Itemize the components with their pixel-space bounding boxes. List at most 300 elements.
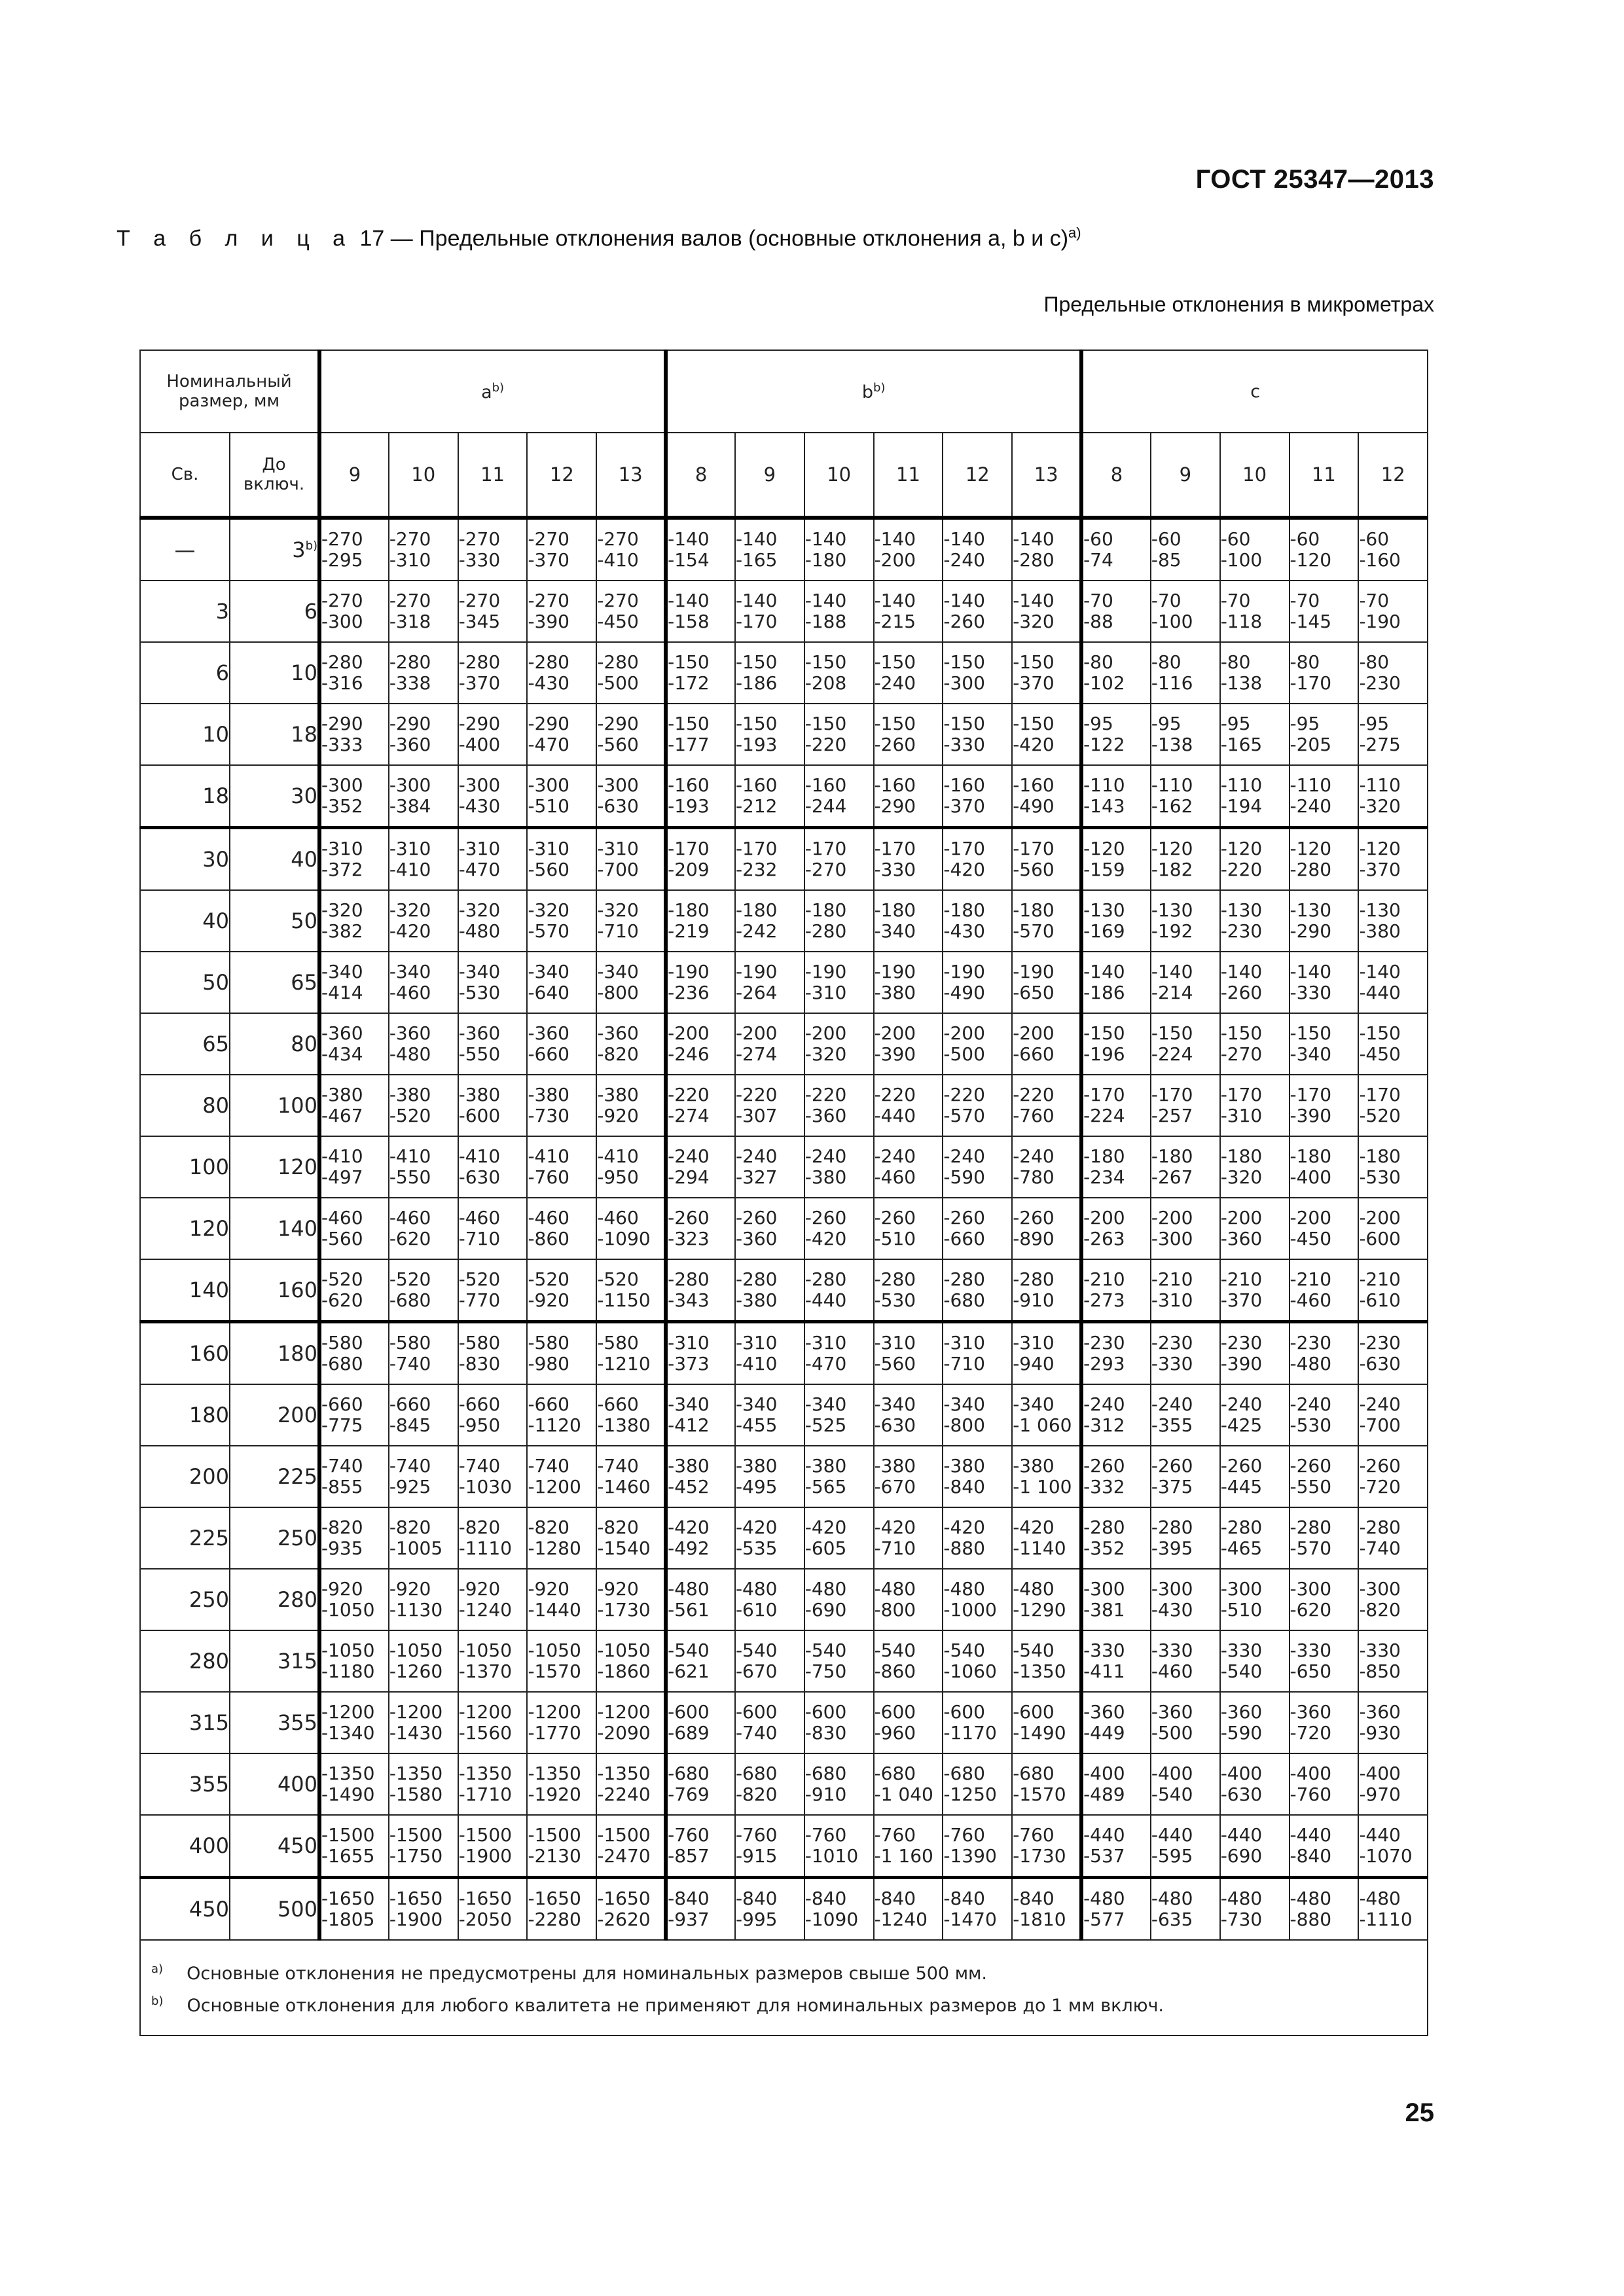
table-row [140,952,1428,1013]
upper-deviation: -220 [735,1084,778,1105]
lower-deviation: -224 [1083,1105,1125,1126]
upper-deviation: -1500 [528,1824,581,1846]
lower-deviation: -330 [943,734,985,755]
deviation-cell [735,1753,804,1815]
upper-deviation: -270 [597,528,639,550]
upper-deviation: -260 [943,1207,985,1229]
deviation-cell [596,642,666,704]
upper-deviation: -310 [597,838,639,859]
lower-deviation: -1900 [389,1909,443,1930]
lower-deviation: -1710 [458,1784,513,1805]
deviation-cell [804,1322,874,1385]
upper-deviation: -170 [735,838,778,859]
upper-deviation: -170 [1013,838,1055,859]
lower-deviation: -595 [1151,1845,1193,1867]
deviation-cell [804,1136,874,1198]
size-to [230,1198,319,1259]
upper-deviation: -660 [321,1393,363,1415]
grade-header: 12 [527,433,596,518]
deviation-cell [804,1878,874,1941]
deviation-cell [666,1013,735,1075]
lower-deviation: -690 [1220,1845,1263,1867]
lower-deviation: -950 [458,1414,501,1436]
upper-deviation: -1200 [597,1701,651,1723]
deviation-cell [804,1013,874,1075]
deviation-cell [735,828,804,891]
deviation-cell [596,890,666,952]
deviation-cell [1290,1198,1359,1259]
upper-deviation: -200 [1220,1207,1263,1229]
upper-deviation: -170 [1290,1084,1332,1105]
lower-deviation: -158 [668,611,710,632]
upper-deviation: -140 [668,528,710,550]
upper-deviation: -80 [1083,651,1113,673]
deviation-cell [666,952,735,1013]
upper-deviation: -310 [668,1332,710,1354]
size-to-value: 160 [277,1278,318,1302]
deviation-cell [735,1878,804,1941]
upper-deviation: -220 [668,1084,710,1105]
deviation-cell [1012,890,1081,952]
deviation-cell [1151,952,1220,1013]
upper-deviation: -140 [943,528,985,550]
lower-deviation: -690 [804,1599,847,1621]
upper-deviation: -180 [1013,899,1055,921]
deviation-cell [804,828,874,891]
upper-deviation: -480 [1220,1888,1263,1909]
lower-deviation: -565 [804,1476,847,1498]
size-to-value: 120 [277,1155,318,1179]
from-size-header: Св. [140,433,230,518]
lower-deviation: -570 [943,1105,985,1126]
upper-deviation: -270 [321,528,363,550]
lower-deviation: -384 [389,795,431,817]
footnote [151,1956,1422,1988]
deviation-cell [874,1446,943,1507]
upper-deviation: -95 [1220,713,1251,734]
lower-deviation: -320 [1220,1166,1263,1188]
deviation-cell [874,581,943,642]
lower-deviation: -445 [1220,1476,1263,1498]
lower-deviation: -460 [874,1166,916,1188]
lower-deviation: -1090 [597,1228,651,1249]
deviation-cell [1220,1136,1290,1198]
deviation-cell [527,1753,596,1815]
upper-deviation: -160 [668,774,710,796]
deviation-cell [1012,1507,1081,1569]
upper-deviation: -480 [668,1578,710,1600]
lower-deviation: -760 [1290,1784,1332,1805]
deviation-cell [1081,642,1151,704]
lower-deviation: -970 [1359,1784,1401,1805]
deviation-cell [458,642,528,704]
deviation-cell [735,1692,804,1753]
deviation-cell [1220,1753,1290,1815]
deviation-cell [389,1075,458,1136]
deviation-cell [666,1630,735,1692]
deviation-cell [1151,1322,1220,1385]
upper-deviation: -380 [943,1455,985,1477]
lower-deviation: -760 [528,1166,569,1188]
deviation-cell [319,1815,389,1878]
upper-deviation: -920 [528,1578,569,1600]
upper-deviation: -280 [804,1268,847,1290]
upper-deviation: -120 [1151,838,1193,859]
table-row [140,765,1428,828]
lower-deviation: -570 [528,920,569,942]
lower-deviation: -400 [458,734,501,755]
deviation-cell [1220,1198,1290,1259]
upper-deviation: -360 [1083,1701,1125,1723]
deviation-cell [458,518,528,581]
lower-deviation: -689 [668,1722,710,1744]
upper-deviation: -160 [1013,774,1055,796]
upper-deviation: -180 [804,899,847,921]
upper-deviation: -95 [1083,713,1113,734]
upper-deviation: -140 [804,590,847,611]
size-from: 120 [140,1198,230,1259]
upper-deviation: -180 [874,899,916,921]
deviation-cell [735,642,804,704]
lower-deviation: -390 [874,1043,916,1065]
deviation-cell [527,1259,596,1322]
table-row [140,1259,1428,1322]
deviation-cell [804,1630,874,1692]
deviation-cell [943,1322,1012,1385]
upper-deviation: -280 [1290,1516,1332,1538]
deviation-cell [1358,1878,1428,1941]
deviation-cell [1358,828,1428,891]
lower-deviation: -710 [597,920,639,942]
upper-deviation: -440 [1359,1824,1401,1846]
lower-deviation: -450 [1290,1228,1332,1249]
upper-deviation: -120 [1359,838,1401,859]
lower-deviation: -760 [1013,1105,1055,1126]
lower-deviation: -561 [668,1599,710,1621]
lower-deviation: -600 [458,1105,501,1126]
lower-deviation: -1570 [1013,1784,1066,1805]
lower-deviation: -205 [1290,734,1332,755]
deviation-cell [666,1322,735,1385]
lower-deviation: -480 [458,920,501,942]
deviation-cell [389,642,458,704]
lower-deviation: -1730 [1013,1845,1066,1867]
upper-deviation: -580 [389,1332,431,1354]
deviation-cell [804,642,874,704]
lower-deviation: -430 [1151,1599,1193,1621]
deviation-cell [1081,1384,1151,1446]
size-from: 30 [140,828,230,891]
deviation-cell [1358,642,1428,704]
upper-deviation: -420 [943,1516,985,1538]
size-to [230,1075,319,1136]
upper-deviation: -1050 [389,1640,443,1661]
deviation-cell [804,1815,874,1878]
upper-deviation: -270 [321,590,363,611]
deviation-cell [527,581,596,642]
deviation-cell [527,1446,596,1507]
lower-deviation: -430 [943,920,985,942]
upper-deviation: -540 [735,1640,778,1661]
deviation-cell [1290,581,1359,642]
deviation-cell [943,1446,1012,1507]
lower-deviation: -940 [1013,1353,1055,1374]
deviation-cell [1081,1507,1151,1569]
lower-deviation: -890 [1013,1228,1055,1249]
upper-deviation: -300 [1083,1578,1125,1600]
upper-deviation: -120 [1083,838,1125,859]
table-row [140,890,1428,952]
lower-deviation: -196 [1083,1043,1125,1065]
lower-deviation: -380 [735,1289,778,1311]
size-to-value: 18 [291,722,318,747]
deviation-cell [1290,1630,1359,1692]
lower-deviation: -537 [1083,1845,1125,1867]
upper-deviation: -170 [804,838,847,859]
lower-deviation: -775 [321,1414,363,1436]
grade-header: 8 [1081,433,1151,518]
deviation-cell [1290,1815,1359,1878]
upper-deviation: -240 [1083,1393,1125,1415]
lower-deviation: -186 [1083,982,1125,1003]
deviation-cell [1151,765,1220,828]
lower-deviation: -430 [458,795,501,817]
deviation-cell [1012,704,1081,765]
size-from: 40 [140,890,230,952]
lower-deviation: -440 [804,1289,847,1311]
deviation-cell [735,581,804,642]
upper-deviation: -600 [804,1701,847,1723]
upper-deviation: -340 [668,1393,710,1415]
deviation-cell [458,1630,528,1692]
table-row [140,1753,1428,1815]
lower-deviation: -381 [1083,1599,1125,1621]
lower-deviation: -1730 [597,1599,651,1621]
upper-deviation: -140 [1083,961,1125,982]
upper-deviation: -330 [1220,1640,1263,1661]
lower-deviation: -236 [668,982,710,1003]
upper-deviation: -150 [804,651,847,673]
upper-deviation: -360 [597,1022,639,1044]
upper-deviation: -240 [1290,1393,1332,1415]
deviation-cell [804,1569,874,1630]
lower-deviation: -370 [943,795,985,817]
deviation-cell [874,704,943,765]
lower-deviation: -172 [668,672,710,694]
deviation-cell [804,1753,874,1815]
lower-deviation: -1750 [389,1845,443,1867]
lower-deviation: -116 [1151,672,1193,694]
deviation-cell [666,1878,735,1941]
lower-deviation: -540 [1220,1660,1263,1682]
grade-header: 12 [943,433,1012,518]
table-row [140,581,1428,642]
lower-deviation: -1250 [943,1784,997,1805]
lower-deviation: -177 [668,734,710,755]
upper-deviation: -820 [528,1516,569,1538]
lower-deviation: -1120 [528,1414,581,1436]
upper-deviation: -200 [943,1022,985,1044]
deviation-cell [1081,1815,1151,1878]
upper-deviation: -1500 [389,1824,443,1846]
size-to [230,1322,319,1385]
deviation-cell [319,1013,389,1075]
upper-deviation: -260 [1359,1455,1401,1477]
deviation-cell [1220,642,1290,704]
lower-deviation: -327 [735,1166,778,1188]
upper-deviation: -280 [1359,1516,1401,1538]
lower-deviation: -460 [1151,1660,1193,1682]
deviation-cell [874,1753,943,1815]
deviation-cell [1151,1692,1220,1753]
lower-deviation: -740 [1359,1537,1401,1559]
upper-deviation: -280 [321,651,363,673]
lower-deviation: -860 [528,1228,569,1249]
grade-header: 9 [319,433,389,518]
deviation-cell [735,1136,804,1198]
deviation-cell [596,1569,666,1630]
grade-header: 10 [389,433,458,518]
deviation-cell [874,952,943,1013]
lower-deviation: -267 [1151,1166,1193,1188]
table-row [140,1384,1428,1446]
upper-deviation: -580 [597,1332,639,1354]
grade-header: 11 [874,433,943,518]
size-from: 50 [140,952,230,1013]
lower-deviation: -352 [1083,1537,1125,1559]
lower-deviation: -215 [874,611,916,632]
grade-header: 9 [1151,433,1220,518]
deviation-cell [943,1815,1012,1878]
upper-deviation: -60 [1220,528,1251,550]
size-to [230,642,319,704]
deviation-cell [458,1507,528,1569]
upper-deviation: -410 [528,1145,569,1167]
lower-deviation: -242 [735,920,778,942]
upper-deviation: -320 [528,899,569,921]
lower-deviation: -470 [804,1353,847,1374]
grade-header: 11 [1290,433,1359,518]
upper-deviation: -380 [668,1455,710,1477]
upper-deviation: -760 [874,1824,916,1846]
lower-deviation: -370 [1359,859,1401,880]
deviation-cell [666,518,735,581]
upper-deviation: -420 [735,1516,778,1538]
upper-deviation: -270 [458,528,501,550]
deviation-cell [596,1630,666,1692]
deviation-cell [1220,1569,1290,1630]
lower-deviation: -540 [1151,1784,1193,1805]
deviation-cell [943,518,1012,581]
upper-deviation: -260 [1151,1455,1193,1477]
upper-deviation: -340 [321,961,363,982]
upper-deviation: -280 [458,651,501,673]
table-row [140,1630,1428,1692]
upper-deviation: -480 [1359,1888,1401,1909]
caption-prefix: Т а б л и ц а [117,226,354,251]
upper-deviation: -110 [1290,774,1332,796]
upper-deviation: -840 [804,1888,847,1909]
upper-deviation: -300 [1359,1578,1401,1600]
footnote-text: Основные отклонения не предусмотрены для номинальных размеров свыше 500 мм. [187,1964,988,1984]
deviation-cell [735,1507,804,1569]
lower-deviation: -995 [735,1909,778,1930]
lower-deviation: -320 [1013,611,1055,632]
lower-deviation: -307 [735,1105,778,1126]
deviation-cell [1081,1569,1151,1630]
lower-deviation: -740 [735,1722,778,1744]
deviation-cell [1151,1075,1220,1136]
size-to [230,1384,319,1446]
deviation-cell [943,1259,1012,1322]
lower-deviation: -1580 [389,1784,443,1805]
lower-deviation: -370 [1013,672,1055,694]
deviation-cell [596,1878,666,1941]
upper-deviation: -150 [1013,651,1055,673]
upper-deviation: -210 [1359,1268,1401,1290]
size-from: 180 [140,1384,230,1446]
upper-deviation: -820 [458,1516,501,1538]
upper-deviation: -170 [1220,1084,1263,1105]
upper-deviation: -140 [1359,961,1401,982]
upper-deviation: -580 [321,1332,363,1354]
upper-deviation: -280 [1151,1516,1193,1538]
deviation-cell [458,581,528,642]
deviation-cell [389,1259,458,1322]
deviation-cell [874,1569,943,1630]
upper-deviation: -380 [874,1455,916,1477]
lower-deviation: -1180 [321,1660,375,1682]
upper-deviation: -180 [668,899,710,921]
deviation-cell [735,1446,804,1507]
upper-deviation: -290 [528,713,569,734]
lower-deviation: -270 [1220,1043,1263,1065]
lower-deviation: -605 [804,1537,847,1559]
lower-deviation: -840 [1290,1845,1332,1867]
upper-deviation: -240 [668,1145,710,1167]
upper-deviation: -260 [874,1207,916,1229]
lower-deviation: -1770 [528,1722,581,1744]
lower-deviation: -460 [389,982,431,1003]
deviation-cell [527,1013,596,1075]
upper-deviation: -260 [804,1207,847,1229]
size-to-value: 6 [304,599,318,624]
lower-deviation: -260 [943,611,985,632]
deviation-cell [874,1815,943,1878]
deviation-cell [666,828,735,891]
size-to [230,1013,319,1075]
deviation-cell [943,1075,1012,1136]
lower-deviation: -570 [1013,920,1055,942]
lower-deviation: -800 [943,1414,985,1436]
upper-deviation: -140 [1013,590,1055,611]
size-from: 65 [140,1013,230,1075]
deviation-cell [1012,1322,1081,1385]
deviation-cell [596,1075,666,1136]
upper-deviation: -150 [668,713,710,734]
footnote-mark: b) [151,1994,164,2008]
deviation-cell [1358,1753,1428,1815]
deviation-cell [596,518,666,581]
size-to-value: 40 [291,847,318,872]
upper-deviation: -280 [943,1268,985,1290]
upper-deviation: -320 [389,899,431,921]
lower-deviation: -85 [1151,549,1182,571]
deviation-cell [1081,581,1151,642]
lower-deviation: -294 [668,1166,710,1188]
deviation-cell [319,765,389,828]
deviation-cell [804,1198,874,1259]
